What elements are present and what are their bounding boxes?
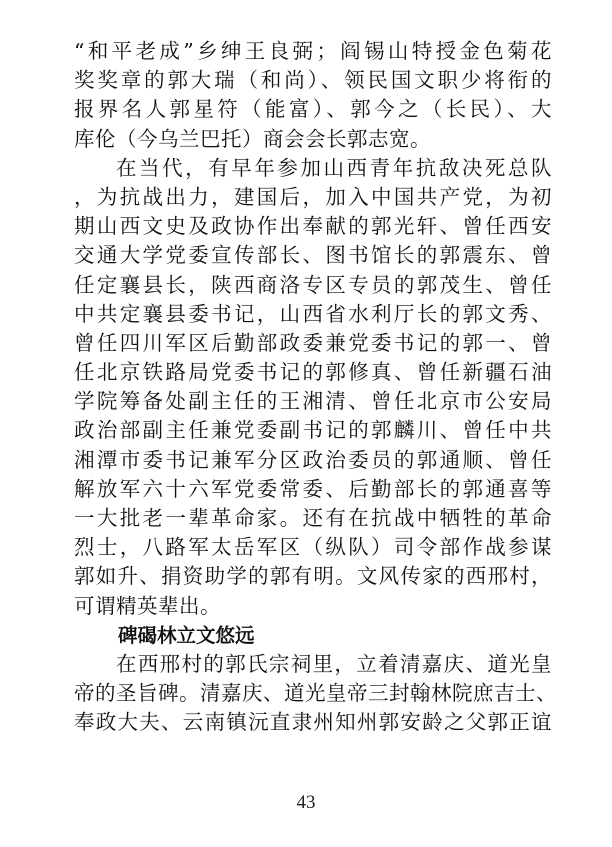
section-heading: 碑碣林立文悠远 <box>118 623 255 647</box>
text-line: 烈士，八路军太岳军区（纵队）司令部作战参谋 <box>74 535 552 560</box>
text-line: “和平老成”乡绅王良弼；阎锡山特授金色菊花 <box>74 39 552 63</box>
text-line: 一大批老一辈革命家。还有在抗战中牺牲的革命 <box>74 506 552 530</box>
text-line: 学院筹备处副主任的王湘清、曾任北京市公安局 <box>74 389 552 414</box>
body-text <box>74 37 557 738</box>
text-line: 任定襄县长，陕西商洛专区专员的郭茂生、曾任 <box>74 272 552 297</box>
page-number: 43 <box>296 792 316 813</box>
text-line: 曾任四川军区后勤部政委兼党委书记的郭一、曾 <box>74 330 552 355</box>
text-line: 可谓精英辈出。 <box>74 593 221 618</box>
text-line: 库伦（今乌兰巴托）商会会长郭志宽。 <box>74 126 431 151</box>
text-line: 湘潭市委书记兼军分区政治委员的郭通顺、曾任 <box>74 447 552 472</box>
text-line: 政治部副主任兼党委副书记的郭麟川、曾任中共 <box>74 418 552 443</box>
text-line: 郭如升、捐资助学的郭有明。文风传家的西邢村， <box>74 564 552 589</box>
text-line: 在当代，有早年参加山西青年抗敌决死总队 <box>116 155 552 180</box>
text-line: 中共定襄县委书记，山西省水利厅长的郭文秀、 <box>74 301 552 326</box>
text-line: 任北京铁路局党委书记的郭修真、曾任新疆石油 <box>74 360 552 385</box>
text-line: 报界名人郭星符（能富）、郭今之（长民）、大 <box>74 97 552 122</box>
text-line: 交通大学党委宣传部长、图书馆长的郭震东、曾 <box>74 243 552 268</box>
text-line: 帝的圣旨碑。清嘉庆、道光皇帝三封翰林院庶吉士、 <box>74 681 557 706</box>
text-line: 解放军六十六军党委常委、后勤部长的郭通喜等 <box>74 476 552 501</box>
text-line: ，为抗战出力，建国后，加入中国共产党，为初 <box>74 184 552 209</box>
text-line: 奖奖章的郭大瑞（和尚）、领民国文职少将衔的 <box>74 68 552 93</box>
text-line: 奉政大夫、云南镇沅直隶州知州郭安龄之父郭正谊 <box>74 710 552 735</box>
text-line: 期山西文史及政协作出奉献的郭光轩、曾任西安 <box>74 214 552 239</box>
text-line: 在西邢村的郭氏宗祠里，立着清嘉庆、道光皇 <box>116 651 552 676</box>
